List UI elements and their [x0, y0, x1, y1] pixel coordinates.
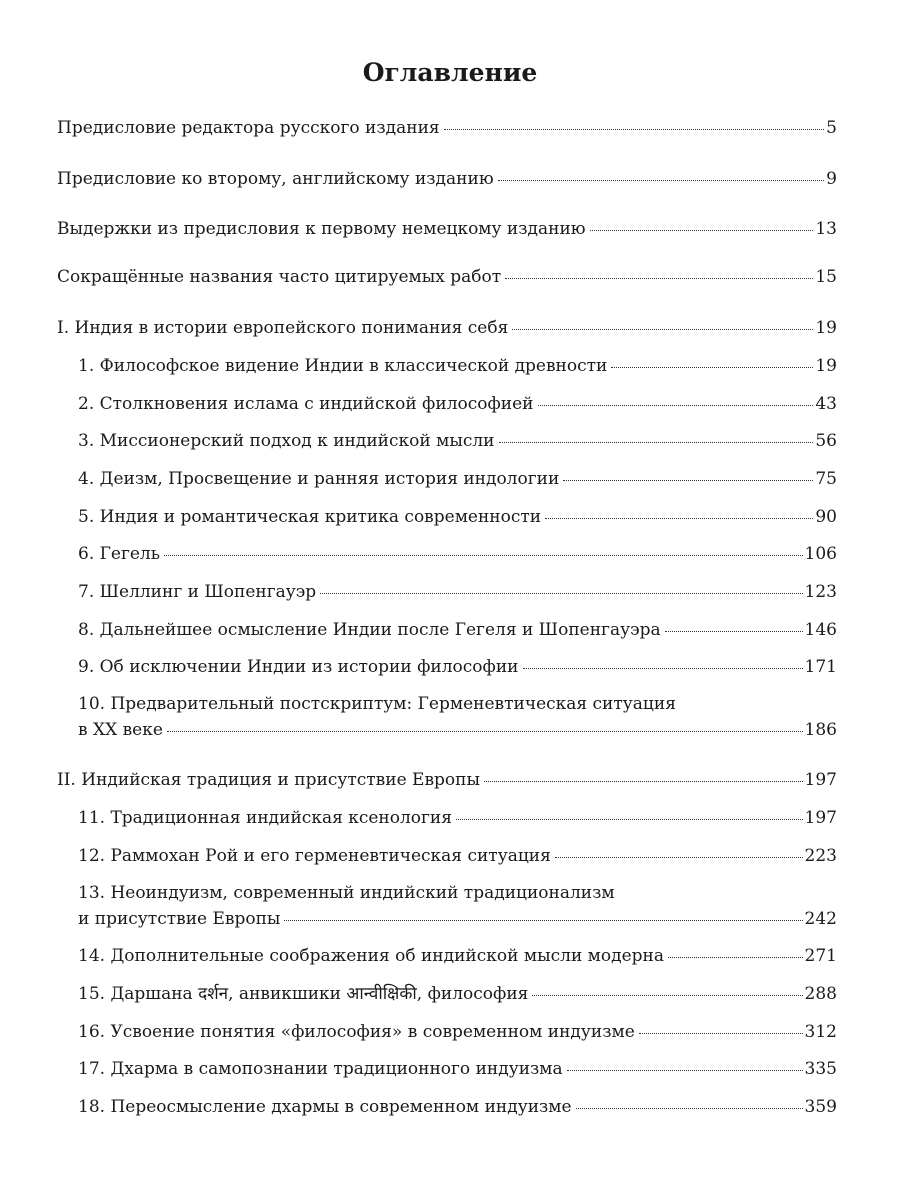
toc-chapter-17[interactable] — [78, 1058, 837, 1080]
dot-leader — [484, 780, 803, 782]
dot-leader — [523, 667, 803, 669]
entry-label: и присутствие Европы — [78, 909, 281, 929]
toc-chapter-1[interactable] — [78, 355, 837, 377]
page-number: 186 — [804, 720, 837, 740]
dot-leader — [167, 730, 803, 732]
entry-label: 5. Индия и романтическая критика современности — [78, 507, 542, 527]
dot-leader — [499, 441, 814, 443]
dot-leader — [498, 179, 825, 181]
entry-label: 3. Миссионерский подход к индийской мысли — [78, 431, 495, 451]
toc-part-1[interactable] — [57, 317, 837, 339]
toc-chapter-6[interactable] — [78, 543, 837, 565]
toc-chapter-10[interactable] — [78, 719, 837, 741]
toc-entry-first-edition-excerpts[interactable] — [57, 218, 837, 240]
toc-chapter-9[interactable] — [78, 656, 837, 678]
entry-label: в XX веке — [78, 720, 163, 740]
page-number: 271 — [804, 946, 837, 966]
dot-leader — [555, 856, 803, 858]
page-number: 288 — [804, 984, 837, 1004]
dot-leader — [505, 277, 813, 279]
page-number: 15 — [815, 267, 837, 287]
toc-chapter-3[interactable] — [78, 430, 837, 452]
dot-leader — [567, 1069, 803, 1071]
entry-label: 4. Деизм, Просвещение и ранняя история индологии — [78, 469, 560, 489]
entry-label: I. Индия в истории европейского понимания себя — [57, 318, 509, 338]
entry-label: Сокращённые названия часто цитируемых работ — [57, 267, 502, 287]
entry-label-part: , философия — [416, 984, 529, 1004]
toc-chapter-13-line1[interactable]: 13. Неоиндуизм, современный индийский традиционализм — [78, 883, 615, 903]
entry-label: 18. Переосмысление дхармы в современном индуизме — [78, 1097, 572, 1117]
devanagari-term-darshana: दर्शन — [198, 984, 229, 1004]
toc-chapter-15[interactable] — [78, 983, 837, 1005]
entry-label: Предисловие редактора русского издания — [57, 118, 440, 138]
entry-label: 6. Гегель — [78, 544, 160, 564]
dot-leader — [164, 554, 803, 556]
page-number: 9 — [826, 169, 837, 189]
page-number: 146 — [804, 620, 837, 640]
toc-chapter-11[interactable] — [78, 807, 837, 829]
toc-chapter-10-line1[interactable]: 10. Предварительный постскриптум: Герменевтическая ситуация — [78, 694, 676, 714]
toc-chapter-5[interactable] — [78, 506, 837, 528]
toc-chapter-8[interactable] — [78, 619, 837, 641]
entry-label: 9. Об исключении Индии из истории философии — [78, 657, 519, 677]
page-title: Оглавление — [362, 58, 538, 87]
toc-entry-editor-preface[interactable] — [57, 117, 837, 139]
page-number: 75 — [815, 469, 837, 489]
page-number: 197 — [804, 770, 837, 790]
page-number: 13 — [815, 219, 837, 239]
entry-label: 17. Дхарма в самопознании традиционного индуизма — [78, 1059, 563, 1079]
dot-leader — [639, 1032, 803, 1034]
dot-leader — [576, 1107, 803, 1109]
page-number: 90 — [815, 507, 837, 527]
page-number: 19 — [815, 318, 837, 338]
entry-label: 12. Раммохан Рой и его герменевтическая ситуация — [78, 846, 551, 866]
dot-leader — [456, 818, 803, 820]
page-number: 335 — [804, 1059, 837, 1079]
page-number: 123 — [804, 582, 837, 602]
dot-leader — [284, 919, 802, 921]
entry-label-part: 15. Даршана — [78, 984, 199, 1004]
toc-chapter-12[interactable] — [78, 845, 837, 867]
page-number: 197 — [804, 808, 837, 828]
entry-label: 2. Столкновения ислама с индийской философией — [78, 394, 534, 414]
dot-leader — [665, 630, 803, 632]
page-number: 106 — [804, 544, 837, 564]
toc-chapter-13[interactable] — [78, 908, 837, 930]
devanagari-term-anvikshiki: आन्वीक्षिकी — [346, 984, 417, 1004]
toc-part-2[interactable] — [57, 769, 837, 791]
page-number: 43 — [815, 394, 837, 414]
dot-leader — [545, 517, 813, 519]
dot-leader — [444, 128, 825, 130]
entry-label: Выдержки из предисловия к первому немецкому изданию — [57, 219, 586, 239]
dot-leader — [532, 994, 802, 996]
dot-leader — [668, 956, 803, 958]
dot-leader — [611, 366, 813, 368]
entry-label — [78, 983, 528, 1005]
toc-chapter-14[interactable] — [78, 945, 837, 967]
entry-label: 1. Философское видение Индии в классической древности — [78, 356, 608, 376]
page-number: 19 — [815, 356, 837, 376]
entry-label: II. Индийская традиция и присутствие Европы — [57, 770, 480, 790]
entry-label: Предисловие ко второму, английскому изданию — [57, 169, 494, 189]
toc-entry-abbreviations[interactable] — [57, 266, 837, 288]
toc-chapter-18[interactable] — [78, 1096, 837, 1118]
toc-chapter-4[interactable] — [78, 468, 837, 490]
entry-label: 8. Дальнейшее осмысление Индии после Гегеля и Шопенгауэра — [78, 620, 661, 640]
page-number: 359 — [804, 1097, 837, 1117]
toc-chapter-2[interactable] — [78, 393, 837, 415]
dot-leader — [538, 404, 814, 406]
entry-label-part: , анвикшики — [228, 984, 347, 1004]
page-number: 171 — [804, 657, 837, 677]
toc-chapter-16[interactable] — [78, 1021, 837, 1043]
entry-label: 11. Традиционная индийская ксенология — [78, 808, 452, 828]
page-number: 5 — [826, 118, 837, 138]
toc-chapter-7[interactable] — [78, 581, 837, 603]
entry-label: 7. Шеллинг и Шопенгауэр — [78, 582, 317, 602]
dot-leader — [590, 229, 814, 231]
page-number: 242 — [804, 909, 837, 929]
entry-label: 16. Усвоение понятия «философия» в современном индуизме — [78, 1022, 635, 1042]
page-number: 223 — [804, 846, 837, 866]
page-number: 312 — [804, 1022, 837, 1042]
toc-entry-second-edition-preface[interactable] — [57, 168, 837, 190]
dot-leader — [563, 479, 813, 481]
entry-label: 14. Дополнительные соображения об индийской мысли модерна — [78, 946, 665, 966]
dot-leader — [320, 592, 802, 594]
dot-leader — [512, 328, 813, 330]
page-number: 56 — [815, 431, 837, 451]
